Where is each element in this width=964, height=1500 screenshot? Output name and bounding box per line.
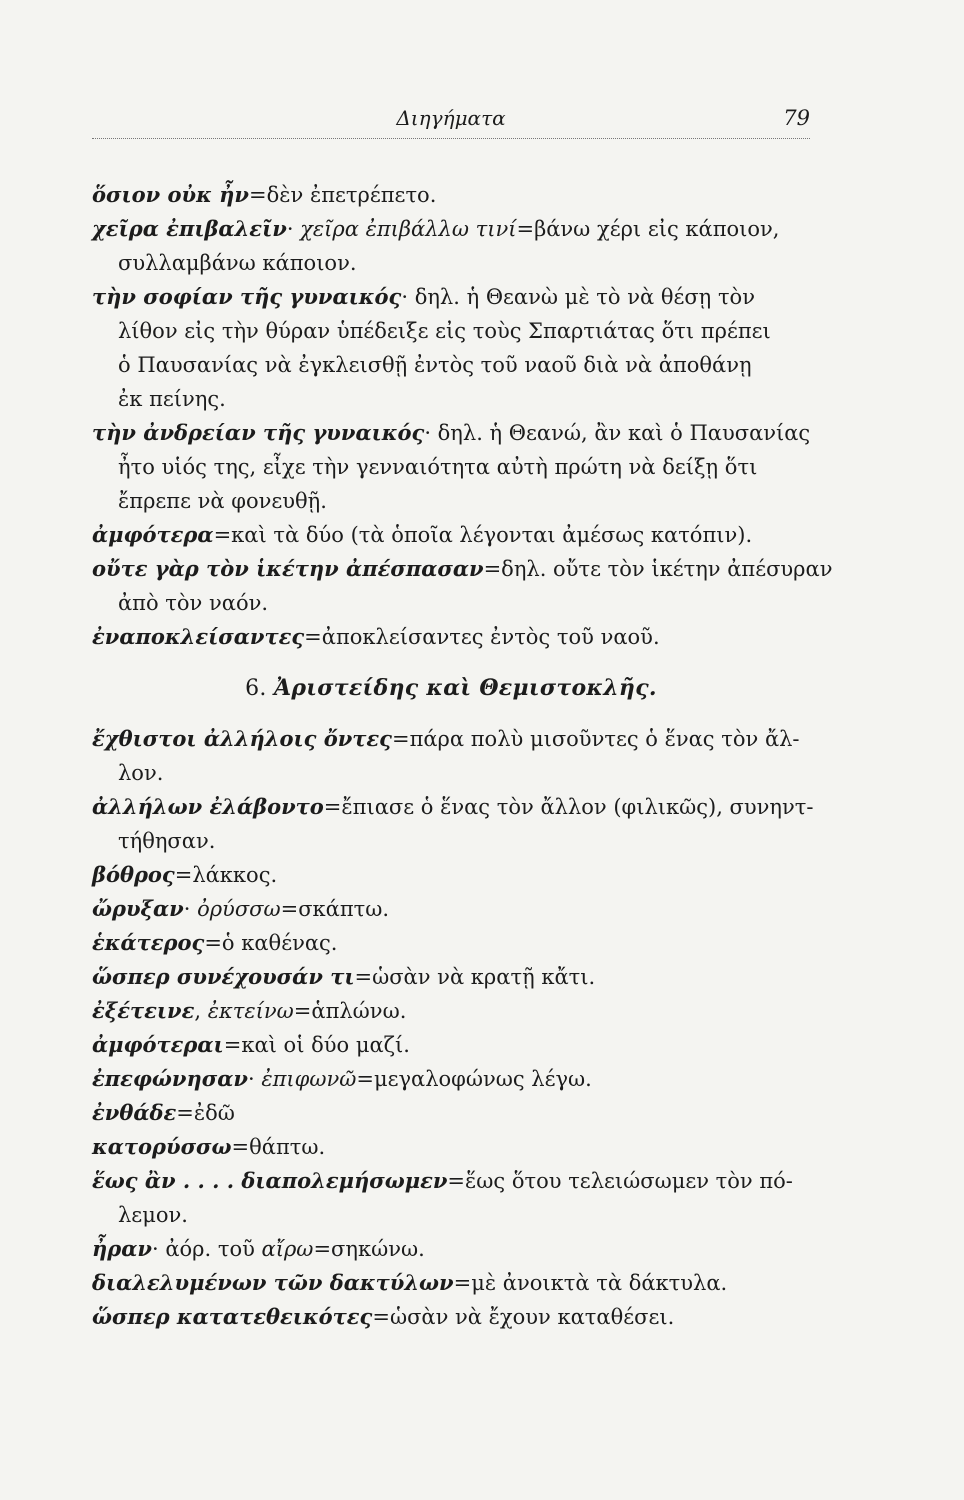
entry-line bbox=[92, 790, 814, 824]
definition-text: =ἁπλώνω. bbox=[293, 999, 407, 1023]
definition-text: =μεγαλοφώνως λέγω. bbox=[356, 1067, 592, 1091]
page-number: 79 bbox=[783, 106, 810, 130]
headword: τὴν ἀνδρείαν τῆς γυναικός bbox=[92, 420, 425, 445]
entry-line bbox=[92, 1266, 810, 1300]
glossary-entry bbox=[92, 1232, 810, 1266]
entry-line bbox=[92, 518, 810, 552]
entry-line bbox=[92, 1062, 810, 1096]
glossary-entry bbox=[92, 790, 814, 858]
definition-text: =μὲ ἀνοικτὰ τὰ δάκτυλα. bbox=[453, 1271, 728, 1295]
definition-text: =καὶ οἱ δύο μαζί. bbox=[223, 1033, 410, 1057]
entry-continuation-line bbox=[92, 756, 810, 790]
glossary-entry bbox=[92, 1300, 810, 1334]
definition-text: συλλαμβάνω κάποιον. bbox=[118, 251, 357, 275]
headword: ὥσπερ κατατεθεικότες bbox=[92, 1304, 373, 1329]
headword: ἐξέτεινε bbox=[92, 998, 195, 1023]
glossary-entry bbox=[92, 178, 810, 212]
headword: διαλελυμένων τῶν δακτύλων bbox=[92, 1270, 454, 1295]
glossary-entry bbox=[92, 1062, 810, 1096]
gloss-form: αἴρω bbox=[261, 1237, 314, 1261]
section-title: Ἀριστείδης καὶ Θεμιστοκλῆς. bbox=[274, 675, 657, 701]
glossary-entry bbox=[92, 416, 810, 518]
section-number: 6. bbox=[245, 676, 267, 701]
definition-text: ἐκ πείνης. bbox=[118, 387, 226, 411]
headword: ὅσιον οὐκ ἦν bbox=[92, 182, 250, 207]
entry-line bbox=[92, 858, 810, 892]
definition-text: · δηλ. ἡ Θεανώ, ἂν καὶ ὁ Παυσανίας bbox=[424, 421, 811, 445]
entry-line bbox=[92, 960, 810, 994]
entry-line bbox=[92, 280, 810, 314]
entry-continuation-line bbox=[92, 824, 810, 858]
glossary-group-b bbox=[92, 722, 814, 1334]
definition-text: · ἀόρ. τοῦ bbox=[151, 1237, 262, 1261]
headword: ἐνθάδε bbox=[92, 1100, 177, 1125]
gloss-form: χεῖρα ἐπιβάλλω τινί bbox=[300, 217, 517, 241]
glossary-group-a bbox=[92, 178, 833, 654]
definition-text: =θάπτω. bbox=[231, 1135, 326, 1159]
glossary-text bbox=[92, 178, 833, 1334]
definition-text: =δὲν ἐπετρέπετο. bbox=[249, 183, 437, 207]
entry-continuation-line bbox=[92, 450, 810, 484]
definition-text: · bbox=[247, 1067, 262, 1091]
headword: ἕως ἂν . . . . διαπολεμήσωμεν bbox=[92, 1168, 448, 1193]
headword: χεῖρα ἐπιβαλεῖν bbox=[92, 216, 287, 241]
entry-line bbox=[92, 416, 810, 450]
headword: ἑκάτερος bbox=[92, 930, 205, 955]
definition-text: =ἐδῶ bbox=[176, 1101, 235, 1125]
entry-line bbox=[92, 1130, 810, 1164]
definition-text: · bbox=[286, 217, 301, 241]
definition-text: · bbox=[183, 897, 198, 921]
definition-text: =σηκώνω. bbox=[313, 1237, 425, 1261]
entry-line bbox=[92, 620, 810, 654]
definition-text: =καὶ τὰ δύο (τὰ ὁποῖα λέγονται ἀμέσως κατόπιν). bbox=[213, 523, 753, 547]
gloss-form: ὀρύσσω bbox=[197, 897, 281, 921]
glossary-entry bbox=[92, 858, 810, 892]
entry-line bbox=[92, 212, 810, 246]
headword: ἀμφότεραι bbox=[92, 1032, 224, 1057]
headword: τὴν σοφίαν τῆς γυναικός bbox=[92, 284, 402, 309]
definition-text: =ὁ καθένας. bbox=[204, 931, 338, 955]
definition-text: ἔπρεπε νὰ φονευθῇ. bbox=[118, 489, 327, 513]
entry-line bbox=[92, 178, 810, 212]
definition-text: τήθησαν. bbox=[118, 829, 216, 853]
definition-text: λεμον. bbox=[118, 1203, 188, 1227]
glossary-entry bbox=[92, 620, 810, 654]
entry-line bbox=[92, 892, 810, 926]
definition-text: =λάκκος. bbox=[174, 863, 278, 887]
glossary-entry bbox=[92, 518, 810, 552]
glossary-entry bbox=[92, 212, 810, 280]
headword: ὤρυξαν bbox=[92, 896, 184, 921]
entry-line bbox=[92, 1300, 810, 1334]
glossary-entry bbox=[92, 722, 810, 790]
entry-continuation-line bbox=[92, 382, 810, 416]
entry-line bbox=[92, 994, 810, 1028]
entry-continuation-line bbox=[92, 1198, 810, 1232]
entry-continuation-line bbox=[92, 348, 810, 382]
glossary-entry bbox=[92, 1130, 810, 1164]
running-head-title: Διηγήματα bbox=[396, 106, 506, 130]
entry-continuation-line bbox=[92, 314, 810, 348]
headword: ἔχθιστοι ἀλλήλοις ὄντες bbox=[92, 726, 392, 751]
definition-text: =πάρα πολὺ μισοῦντες ὁ ἕνας τὸν ἄλ- bbox=[391, 727, 800, 751]
glossary-entry bbox=[92, 892, 810, 926]
glossary-entry bbox=[92, 1266, 810, 1300]
running-head bbox=[92, 106, 810, 139]
headword: βόθρος bbox=[92, 862, 175, 887]
definition-text: ἀπὸ τὸν ναόν. bbox=[118, 591, 269, 615]
headword: ἦραν bbox=[92, 1236, 152, 1261]
entry-continuation-line bbox=[92, 484, 810, 518]
gloss-form: ἐκτείνω bbox=[207, 999, 294, 1023]
glossary-entry bbox=[92, 926, 810, 960]
entry-line bbox=[92, 552, 833, 586]
entry-line bbox=[92, 1164, 810, 1198]
entry-continuation-line bbox=[92, 246, 810, 280]
definition-text: =βάνω χέρι εἰς κάποιον, bbox=[516, 217, 780, 241]
definition-text: ὁ Παυσανίας νὰ ἐγκλεισθῇ ἐντὸς τοῦ ναοῦ διὰ νὰ ἀποθάνῃ bbox=[118, 353, 752, 377]
glossary-entry bbox=[92, 552, 833, 620]
glossary-entry bbox=[92, 960, 810, 994]
entry-line bbox=[92, 722, 810, 756]
headword: ἐναποκλείσαντες bbox=[92, 624, 305, 649]
definition-text: ἦτο υἱός της, εἶχε τὴν γενναιότητα αὐτὴ πρώτη νὰ δείξῃ ὅτι bbox=[118, 455, 758, 479]
definition-text: =ἀποκλείσαντες ἐντὸς τοῦ ναοῦ. bbox=[304, 625, 660, 649]
entry-line bbox=[92, 1096, 810, 1130]
definition-text: =ἔπιασε ὁ ἕνας τὸν ἄλλον (φιλικῶς), συνηντ- bbox=[323, 795, 814, 819]
definition-text: =ὡσὰν νὰ ἔχουν καταθέσει. bbox=[372, 1305, 675, 1329]
definition-text: =δηλ. οὔτε τὸν ἱκέτην ἀπέσυραν bbox=[483, 557, 833, 581]
gloss-form: ἐπιφωνῶ bbox=[261, 1067, 357, 1091]
entry-line bbox=[92, 1232, 810, 1266]
glossary-entry bbox=[92, 1028, 810, 1062]
glossary-entry bbox=[92, 994, 810, 1028]
glossary-entry bbox=[92, 1096, 810, 1130]
entry-line bbox=[92, 926, 810, 960]
entry-line bbox=[92, 1028, 810, 1062]
definition-text: λον. bbox=[118, 761, 164, 785]
section-heading bbox=[92, 671, 810, 706]
headword: ὥσπερ συνέχουσάν τι bbox=[92, 964, 355, 989]
headword: κατορύσσω bbox=[92, 1134, 232, 1159]
glossary-entry bbox=[92, 280, 810, 416]
definition-text: · δηλ. ἡ Θεανὼ μὲ τὸ νὰ θέσῃ τὸν bbox=[401, 285, 755, 309]
definition-text: , bbox=[194, 999, 208, 1023]
entry-continuation-line bbox=[92, 586, 810, 620]
headword: οὔτε γὰρ τὸν ἱκέτην ἀπέσπασαν bbox=[92, 556, 484, 581]
headword: ἀμφότερα bbox=[92, 522, 214, 547]
definition-text: λίθον εἰς τὴν θύραν ὑπέδειξε εἰς τοὺς Σπαρτιάτας ὅτι πρέπει bbox=[118, 319, 771, 343]
definition-text: =ὡσὰν νὰ κρατῇ κἄτι. bbox=[354, 965, 596, 989]
headword: ἐπεφώνησαν bbox=[92, 1066, 248, 1091]
headword: ἀλλήλων ἐλάβοντο bbox=[92, 794, 324, 819]
glossary-entry bbox=[92, 1164, 810, 1232]
definition-text: =σκάπτω. bbox=[280, 897, 390, 921]
definition-text: =ἕως ὅτου τελειώσωμεν τὸν πό- bbox=[447, 1169, 793, 1193]
